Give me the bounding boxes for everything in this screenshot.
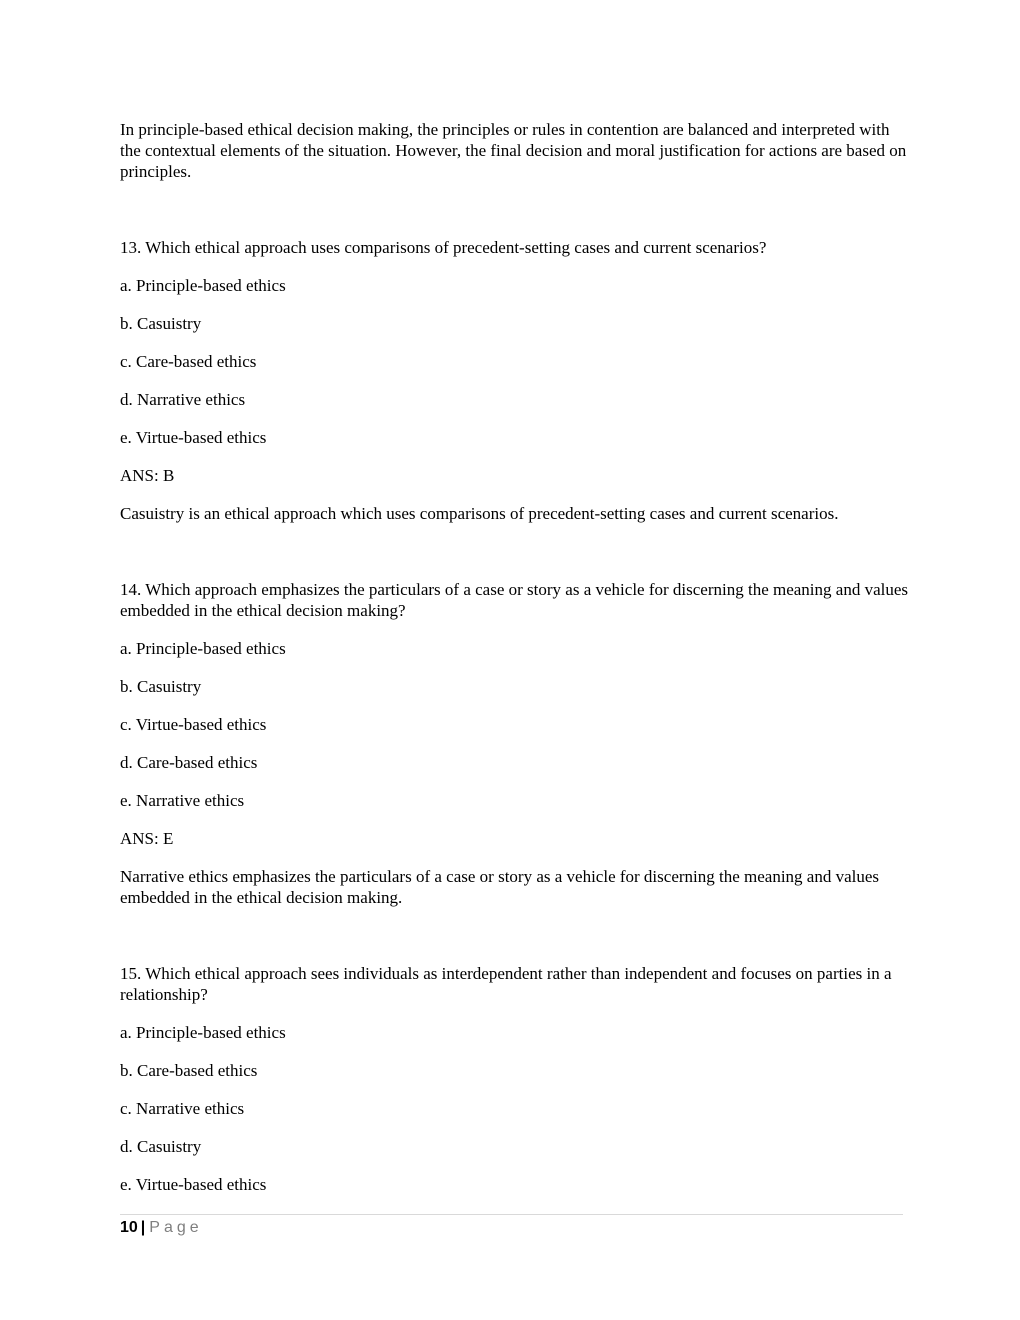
option-d: d. Care-based ethics [120, 753, 258, 772]
question-14 [120, 579, 910, 908]
option-b: b. Care-based ethics [120, 1061, 258, 1080]
page-footer [120, 1214, 903, 1237]
question-text: 15. Which ethical approach sees individuals as interdependent rather than independent and focuses on parties in a relationship? [120, 964, 892, 1004]
option-a: a. Principle-based ethics [120, 1023, 286, 1042]
option-b: b. Casuistry [120, 677, 202, 696]
footer-separator: | [140, 1219, 146, 1236]
option-c: c. Narrative ethics [120, 1099, 245, 1118]
option-a: a. Principle-based ethics [120, 276, 286, 295]
option-e: e. Virtue-based ethics [120, 428, 267, 447]
option-c: c. Care-based ethics [120, 352, 257, 371]
option-e: e. Narrative ethics [120, 791, 245, 810]
question-15 [120, 963, 910, 1195]
answer-explanation: Casuistry is an ethical approach which uses comparisons of precedent-setting cases and current scenarios. [120, 504, 839, 523]
question-13 [120, 237, 910, 524]
page-label: Page [149, 1219, 203, 1236]
option-e: e. Virtue-based ethics [120, 1175, 267, 1194]
option-d: d. Casuistry [120, 1137, 202, 1156]
answer-key: ANS: E [120, 829, 174, 848]
answer-key: ANS: B [120, 466, 175, 485]
option-d: d. Narrative ethics [120, 390, 246, 409]
option-a: a. Principle-based ethics [120, 639, 286, 658]
answer-explanation: Narrative ethics emphasizes the particulars of a case or story as a vehicle for discerning the meaning and values embedded in the ethical decision making. [120, 867, 880, 907]
option-c: c. Virtue-based ethics [120, 715, 267, 734]
question-text: 14. Which approach emphasizes the particulars of a case or story as a vehicle for discerning the meaning and values embedded in the ethical decision making? [120, 580, 909, 620]
intro-paragraph: In principle-based ethical decision making, the principles or rules in contention are balanced and interpreted with the contextual elements of the situation. However, the final decision and moral justification for actions are based on principles. [120, 120, 907, 181]
question-text: 13. Which ethical approach uses comparisons of precedent-setting cases and current scenarios? [120, 238, 767, 257]
page-number: 10 [120, 1219, 138, 1236]
document-page [120, 119, 910, 1212]
option-b: b. Casuistry [120, 314, 202, 333]
